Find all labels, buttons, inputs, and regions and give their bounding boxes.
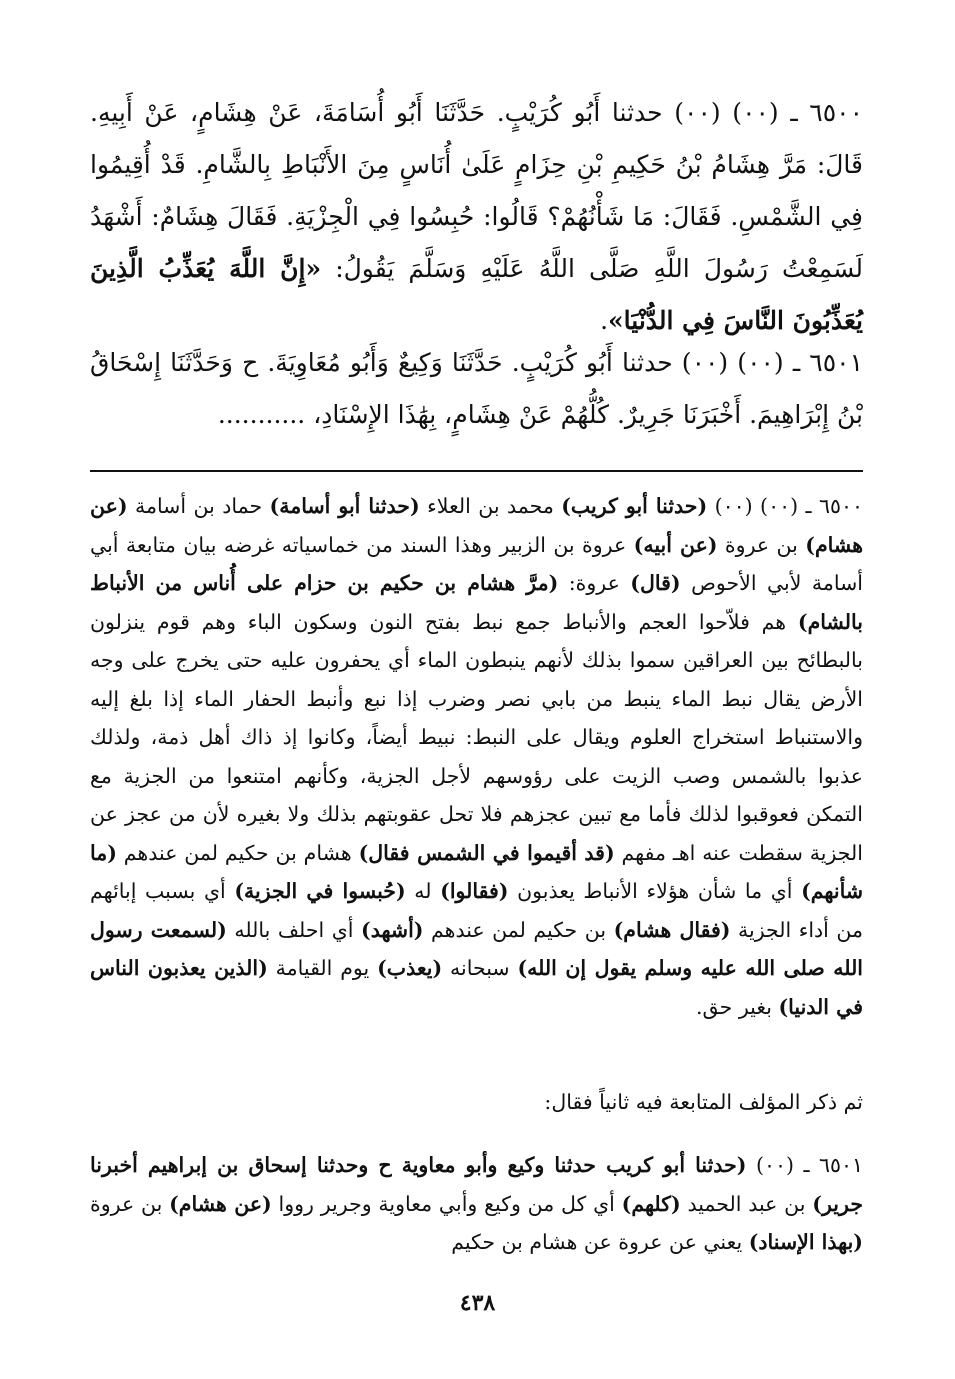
footnote-separator	[90, 470, 863, 472]
commentary-explanation-text: هشام بن حكيم لمن عندهم	[116, 840, 359, 865]
commentary-quoted-text: (فقالوا)	[440, 879, 509, 903]
commentary-explanation-text: أي احلف بالله	[226, 917, 361, 942]
commentary-quoted-text: (فقال هشام)	[613, 917, 731, 942]
commentary-explanation-text: بن عروة	[90, 1191, 170, 1216]
commentary-number: ٦٥٠١	[818, 1153, 863, 1177]
commentary-refs: (٠٠)	[755, 1153, 794, 1177]
commentary-body	[90, 1153, 863, 1254]
commentary-explanation-text: عروة:	[558, 571, 631, 595]
commentary-quoted-text: (ما شأنهم)	[90, 840, 863, 903]
commentary-explanation-text: بن حكيم لمن عندهم	[423, 917, 614, 942]
hadith-number: ٦٥٠١	[809, 348, 863, 377]
commentary-explanation-text: أي ما شأن هؤلاء الأنباط يعذبون	[508, 879, 802, 903]
hadith-6501-text	[90, 337, 863, 441]
commentary-body	[90, 494, 863, 1019]
commentary-quoted-text: (قد أقيموا في الشمس فقال)	[358, 840, 615, 865]
commentary-quoted-text: (الذين يعذبون الناس في الدنيا)	[90, 956, 863, 1019]
commentary-quoted-text: (بهذا الإسناد)	[748, 1230, 863, 1254]
commentary-explanation-text: أي بسبب إبائهم من أداء الجزية	[90, 879, 863, 942]
commentary-explanation-text: بن عروة	[717, 532, 806, 557]
commentary-quoted-text: (حُبسوا في الجزية)	[234, 879, 406, 903]
commentary-6500-paragraph: ٦٥٠٠ ـ (٠٠) (٠٠) (حدثنا أبو كريب) محمد بن العلاء (حدثنا أبو أسامة) حماد بن أسامة (عن هشام) بن عروة (عن أبيه) عروة بن الزبير وهذا السند من خماسياته غرضه بيان متابعة أبي أسامة لأبي الأحوص (قال) عروة: (مرَّ هشام بن حكيم بن حزام على أُناس من الأنباط بالشام) هم فلاّحوا العجم والأنباط جمع نبط بفتح النون وسكون الباء وهم قوم ينزلون بالبطائح بين العراقين سموا بذلك لأنهم ينبطون الماء أي يحفرون عليه حتى يخرج على وجه الأرض يقال نبط الماء ينبط من بابي نصر وضرب إذا نبع وأنبط الحفار الماء إذا بلغ إليه والاستنباط استخراج العلوم ويقال على النبط: نبيط أيضاً، وكانوا إذ ذاك أهل ذمة، ولذلك عذبوا بالشمس وصب الزيت على رؤوسهم لأجل الجزية، وكأنهم امتنعوا من الجزية مع التمكن فعوقبوا لذلك فأما مع تبين عجزهم فلا تحل عقوبتهم بذلك ولا بغيره لأن من عجز عن الجزية سقطت عنه اهـ مفهم (قد أقيموا في الشمس فقال) هشام بن حكيم لمن عندهم (ما شأنهم) أي ما شأن هؤلاء الأنباط يعذبون (فقالوا) له (حُبسوا في الجزية) أي بسبب إبائهم من أداء الجزية (فقال هشام) بن حكيم لمن عندهم (أشهد) أي احلف بالله (لسمعت رسول الله صلى الله عليه وسلم يقول إن الله) سبحانه (يعذب) يوم القيامة (الذين يعذبون الناس في الدنيا) بغير حق.	[90, 494, 864, 1019]
hadith-quote: «إِنَّ اللَّهَ يُعَذِّبُ الَّذِينَ يُعَذِّبُونَ النَّاسَ فِي الدُّنْيَا»	[90, 254, 863, 335]
commentary-refs: (٠٠) (٠٠)	[714, 494, 799, 518]
commentary-explanation-text: سبحانه	[442, 956, 518, 980]
commentary-explanation-text: حماد بن أسامة	[127, 494, 270, 518]
hadith-refs: (٠٠) (٠٠)	[681, 348, 784, 377]
commentary-6501	[90, 1146, 863, 1262]
hadith-number: ٦٥٠٠	[809, 98, 864, 127]
commentary-quoted-text: (لسمعت رسول الله صلى الله عليه وسلم يقول إن الله)	[90, 917, 864, 980]
hadith-6500-text	[90, 87, 863, 347]
commentary-explanation-text: يعني عن عروة عن هشام بن حكيم	[451, 1230, 749, 1254]
hadith-end: .	[600, 306, 609, 335]
commentary-6501-paragraph: ٦٥٠١ ـ (٠٠) (حدثنا أبو كريب حدثنا وكيع وأبو معاوية ح وحدثنا إسحاق بن إبراهيم أخبرنا جرير) بن عبد الحميد (كلهم) أي كل من وكيع وأبي معاوية وجرير رووا (عن هشام) بن عروة (بهذا الإسناد) يعني عن عروة عن هشام بن حكيم	[90, 1153, 863, 1254]
commentary-quoted-text: (أشهد)	[361, 917, 424, 942]
commentary-quoted-text: (مرَّ هشام بن حكيم بن حزام على أُناس من الأنباط بالشام)	[90, 571, 863, 634]
hadith-6500-paragraph: ٦٥٠٠ ـ (٠٠) (٠٠) حدثنا أَبُو كُرَيْبٍ. حَدَّثَنَا أَبُو أُسَامَةَ، عَنْ هِشَامٍ، عَنْ أَبِيهِ. قَالَ: مَرَّ هِشَامُ بْنُ حَكِيمِ بْنِ حِزَامٍ عَلَىٰ أُنَاسٍ مِنَ الأَنْبَاطِ بِالشَّامِ. قَدْ أُقِيمُوا فِي الشَّمْسِ. فَقَالَ: مَا شَأْنُهُمْ؟ قَالُوا: حُبِسُوا فِي الْجِزْيَةِ. فَقَالَ هِشَامٌ: أَشْهَدُ لَسَمِعْتُ رَسُولَ اللَّهِ صَلَّى اللَّهُ عَلَيْهِ وَسَلَّمَ يَقُولُ: «إِنَّ اللَّهَ يُعَذِّبُ الَّذِينَ يُعَذِّبُونَ النَّاسَ فِي الدُّنْيَا».	[90, 98, 864, 335]
commentary-quoted-text: (حدثنا أبو كريب)	[561, 494, 708, 518]
commentary-explanation-text: بن عبد الحميد	[680, 1191, 813, 1216]
commentary-explanation-text: بغير حق.	[696, 994, 779, 1019]
commentary-quoted-text: (يعذب)	[377, 956, 443, 980]
commentary-quoted-text: (عن هشام)	[169, 1191, 272, 1216]
page-number: ٤٣٨	[459, 1290, 496, 1316]
commentary-explanation-text: عروة بن الزبير وهذا السند من خماسياته غرضه بيان متابعة أبي أسامة لأبي الأحوص	[90, 532, 863, 595]
commentary-quoted-text: (كلهم)	[621, 1191, 681, 1216]
hadith-6501-paragraph: ٦٥٠١ ـ (٠٠) (٠٠) حدثنا أَبُو كُرَيْبٍ. حَدَّثَنَا وَكِيعٌ وَأَبُو مُعَاوِيَةَ. ح وَحَدَّثَنَا إِسْحَاقُ بْنُ إِبْرَاهِيمَ. أَخْبَرَنَا جَرِيرٌ. كُلُّهُمْ عَنْ هِشَامٍ، بِهَٰذَا الإِسْنَادِ، ...........	[90, 348, 863, 429]
commentary-quoted-text: (حدثنا أبو كريب حدثنا وكيع وأبو معاوية ح وحدثنا إسحاق بن إبراهيم أخبرنا جرير)	[90, 1153, 863, 1216]
commentary-explanation-text: له	[405, 879, 441, 903]
commentary-quoted-text: (قال)	[630, 571, 681, 595]
note-text: ثم ذكر المؤلف المتابعة فيه ثانياً فقال:	[544, 1090, 863, 1114]
commentary-6500	[90, 487, 863, 1026]
commentary-explanation-text: يوم القيامة	[267, 956, 378, 980]
commentary-explanation-text: هم فلاّحوا العجم والأنباط جمع نبط بفتح النون وسكون الباء وهم قوم ينزلون بالبطائح بين العراقين سموا بذلك لأنهم ينبطون الماء أي يحفرون عليه حتى يخرج على وجه الأرض يقال نبط الماء ينبط من بابي نصر وضرب إذا نبع وأنبط الحفار الماء إذا بلغ إليه والاستنباط استخراج العلوم ويقال على النبط: نبيط أيضاً، وكانوا إذ ذاك أهل ذمة، ولذلك عذبوا بالشمس وصب الزيت على رؤوسهم لأجل الجزية، وكأنهم امتنعوا من الجزية مع التمكن فعوقبوا لذلك فأما مع تبين عجزهم فلا تحل عقوبتهم بذلك ولا بغيره لأن من عجز عن الجزية سقطت عنه اهـ مفهم	[90, 609, 863, 865]
commentary-quoted-text: (حدثنا أبو أسامة)	[269, 494, 420, 518]
commentary-explanation-text: أي كل من وكيع وأبي معاوية وجرير رووا	[271, 1191, 622, 1216]
hadith-body: حدثنا أَبُو كُرَيْبٍ. حَدَّثَنَا وَكِيعٌ وَأَبُو مُعَاوِيَةَ. ح وَحَدَّثَنَا إِسْحَاقُ بْنُ إِبْرَاهِيمَ. أَخْبَرَنَا جَرِيرٌ. كُلُّهُمْ عَنْ هِشَامٍ، بِهَٰذَا الإِسْنَادِ، ...........	[90, 348, 863, 429]
commentary-quoted-text: (عن أبيه)	[633, 532, 718, 557]
commentary-number: ٦٥٠٠	[818, 494, 863, 518]
commentary-quoted-text: (عن هشام)	[90, 494, 864, 557]
commentary-explanation-text: محمد بن العلاء	[419, 494, 562, 518]
hadith-refs: (٠٠) (٠٠)	[674, 98, 779, 127]
commentary-note	[90, 1083, 863, 1122]
hadith-body: حدثنا أَبُو كُرَيْبٍ. حَدَّثَنَا أَبُو أُسَامَةَ، عَنْ هِشَامٍ، عَنْ أَبِيهِ. قَالَ: مَرَّ هِشَامُ بْنُ حَكِيمِ بْنِ حِزَامٍ عَلَىٰ أُنَاسٍ مِنَ الأَنْبَاطِ بِالشَّامِ. قَدْ أُقِيمُوا فِي الشَّمْسِ. فَقَالَ: مَا شَأْنُهُمْ؟ قَالُوا: حُبِسُوا فِي الْجِزْيَةِ. فَقَالَ هِشَامٌ: أَشْهَدُ لَسَمِعْتُ رَسُولَ اللَّهِ صَلَّى اللَّهُ عَلَيْهِ وَسَلَّمَ يَقُولُ:	[90, 98, 864, 283]
